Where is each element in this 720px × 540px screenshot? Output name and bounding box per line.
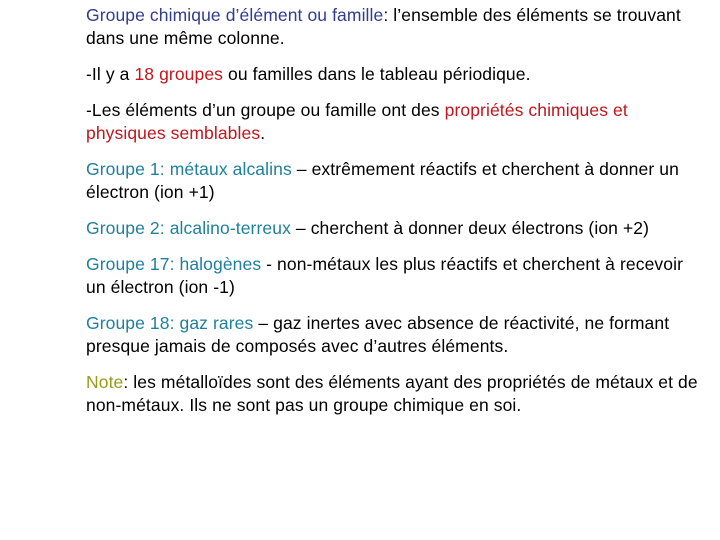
group-count-pre: -Il y a — [86, 64, 135, 84]
group-18-text: – gaz inertes avec absence de réactivité, ne formant presque jamais de composés avec d’autres éléments. — [86, 313, 670, 356]
note-text: : les métalloïdes sont des éléments ayant des propriétés de métaux et de non-métaux. Ils ne sont pas un groupe chimique en soi. — [86, 372, 698, 415]
group-1-paragraph — [86, 158, 706, 204]
definition-text: : l’ensemble des éléments se trouvant dans une même colonne. — [86, 5, 681, 48]
group-2-paragraph — [86, 217, 706, 240]
group-18-term: Groupe 18: gaz rares — [86, 313, 254, 333]
group-2-term: Groupe 2: alcalino-terreux — [86, 218, 291, 238]
group-count-highlight: 18 groupes — [134, 64, 224, 84]
definition-term: Groupe chimique d’élément ou famille — [86, 5, 384, 25]
properties-pre: -Les éléments d’un groupe ou famille ont des — [86, 100, 445, 120]
group-count-post: ou familles dans le tableau périodique. — [223, 64, 531, 84]
group-17-paragraph — [86, 253, 706, 299]
group-2-text: – cherchent à donner deux électrons (ion +2) — [290, 218, 650, 238]
slide-content — [86, 4, 706, 430]
group-17-term: Groupe 17: halogènes — [86, 254, 262, 274]
group-18-paragraph — [86, 312, 706, 358]
group-1-term: Groupe 1: métaux alcalins — [86, 159, 292, 179]
definition-paragraph — [86, 4, 706, 50]
note-paragraph — [86, 371, 706, 417]
properties-highlight: propriétés chimiques et physiques semblables — [86, 100, 628, 143]
group-17-text: - non-métaux les plus réactifs et cherchent à recevoir un électron (ion -1) — [86, 254, 684, 297]
properties-paragraph — [86, 99, 706, 145]
group-count-paragraph — [86, 63, 706, 86]
properties-post: . — [260, 123, 266, 143]
group-1-text: – extrêmement réactifs et cherchent à donner un électron (ion +1) — [86, 159, 679, 202]
note-term: Note — [86, 372, 124, 392]
